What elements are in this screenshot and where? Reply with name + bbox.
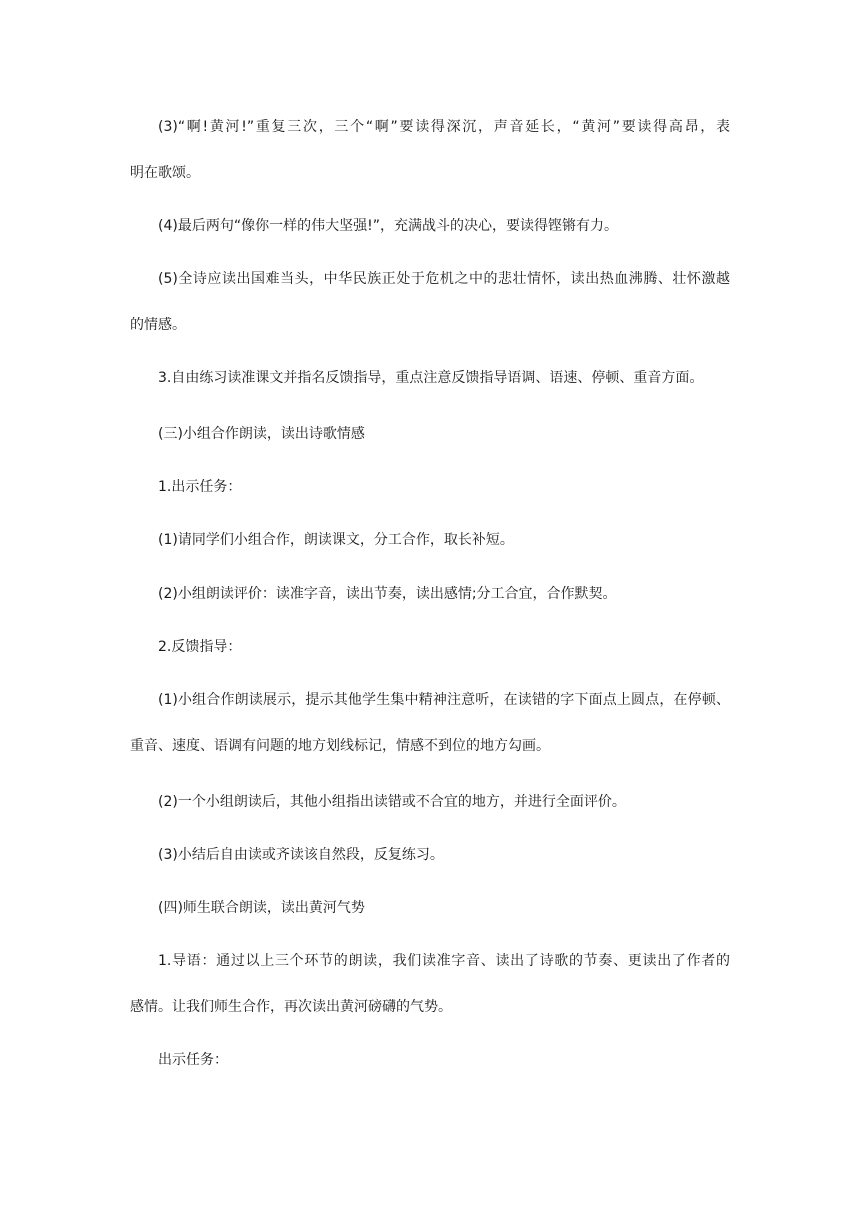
paragraph-line: 3.自由练习读准课文并指名反馈指导，重点注意反馈指导语调、语速、停顿、重音方面。: [158, 370, 704, 386]
section-heading: (四)师生联合朗读，读出黄河气势: [158, 900, 365, 916]
paragraph-line: (1)小组合作朗读展示，提示其他学生集中精神注意听，在读错的字下面点上圆点，在停顿、: [158, 692, 730, 708]
paragraph-line: (3)“啊!黄河!”重复三次，三个“啊”要读得深沉，声音延长，“黄河”要读得高昂，表: [158, 119, 730, 135]
paragraph-line: 2.反馈指导：: [158, 639, 242, 655]
paragraph-line: 出示任务：: [158, 1052, 228, 1068]
paragraph-line: (1)请同学们小组合作，朗读课文，分工合作，取长补短。: [158, 532, 514, 548]
paragraph-line: 的情感。: [130, 317, 186, 333]
paragraph-line: 感情。让我们师生合作，再次读出黄河磅礴的气势。: [130, 999, 452, 1015]
paragraph-line: (2)小组朗读评价：读准字音，读出节奏，读出感情;分工合宜，合作默契。: [158, 586, 617, 602]
paragraph-line: 1.出示任务：: [158, 479, 242, 495]
paragraph-line: (4)最后两句“像你一样的伟大坚强!”，充满战斗的决心，要读得铿锵有力。: [158, 218, 618, 234]
paragraph-line: (5)全诗应读出国难当头，中华民族正处于危机之中的悲壮情怀，读出热血沸腾、壮怀激越: [158, 271, 730, 287]
paragraph-line: (2)一个小组朗读后，其他小组指出读错或不合宜的地方，并进行全面评价。: [158, 794, 626, 810]
paragraph-line: (3)小结后自由读或齐读该自然段，反复练习。: [158, 847, 444, 863]
paragraph-line: 重音、速度、语调有问题的地方划线标记，情感不到位的地方勾画。: [130, 738, 550, 754]
section-heading: (三)小组合作朗读，读出诗歌情感: [158, 426, 365, 442]
paragraph-line: 明在歌颂。: [130, 165, 200, 181]
paragraph-line: 1.导语：通过以上三个环节的朗读，我们读准字音、读出了诗歌的节奏、更读出了作者的: [158, 953, 730, 969]
